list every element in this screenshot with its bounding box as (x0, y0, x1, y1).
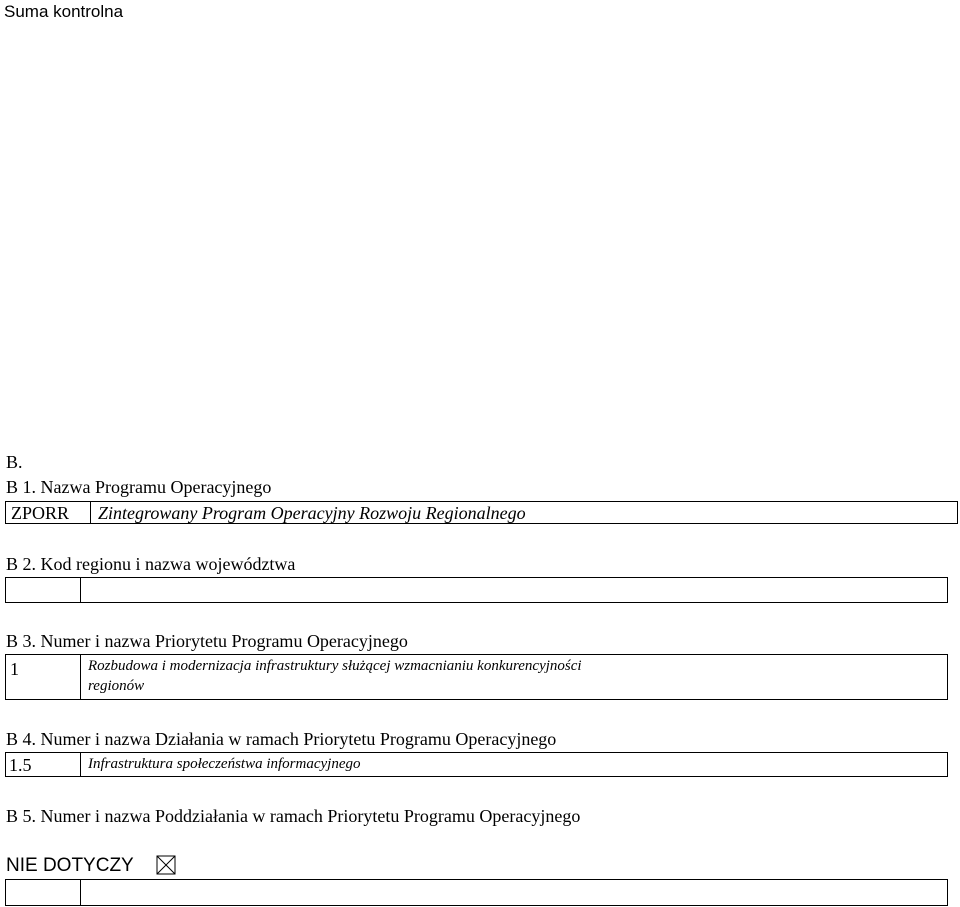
b3-priority-number: 1 (10, 659, 19, 679)
b1-heading: B 1. Nazwa Programu Operacyjnego (6, 477, 272, 497)
b3-priority-name-line1: Rozbudowa i modernizacja infrastruktury służącej wzmacnianiu konkurencyjności (88, 658, 582, 674)
b2-table (5, 577, 948, 603)
b3-heading: B 3. Numer i nazwa Priorytetu Programu Operacyjnego (6, 631, 408, 651)
checkbox-crossed-icon (156, 855, 176, 875)
document-title: Suma kontrolna (4, 2, 124, 21)
b4-heading: B 4. Numer i nazwa Działania w ramach Priorytetu Programu Operacyjnego (6, 729, 557, 749)
b1-table (5, 501, 958, 524)
b3-table (5, 654, 948, 700)
b5-table (5, 879, 948, 906)
b5-not-applicable-label: NIE DOTYCZY (6, 855, 134, 876)
b3-priority-name-line2: regionów (88, 678, 145, 694)
section-b-title: B. (6, 452, 23, 472)
b4-action-number: 1.5 (9, 755, 32, 775)
b1-program-code: ZPORR (11, 503, 70, 523)
b2-heading: B 2. Kod regionu i nazwa województwa (6, 554, 296, 574)
b4-action-name: Infrastruktura społeczeństwa informacyjnego (88, 756, 361, 772)
b1-program-name: Zintegrowany Program Operacyjny Rozwoju Regionalnego (98, 503, 526, 523)
b5-heading: B 5. Numer i nazwa Poddziałania w ramach Priorytetu Programu Operacyjnego (6, 806, 581, 826)
b5-not-applicable-checkbox[interactable] (156, 855, 176, 875)
b4-table (5, 752, 948, 777)
